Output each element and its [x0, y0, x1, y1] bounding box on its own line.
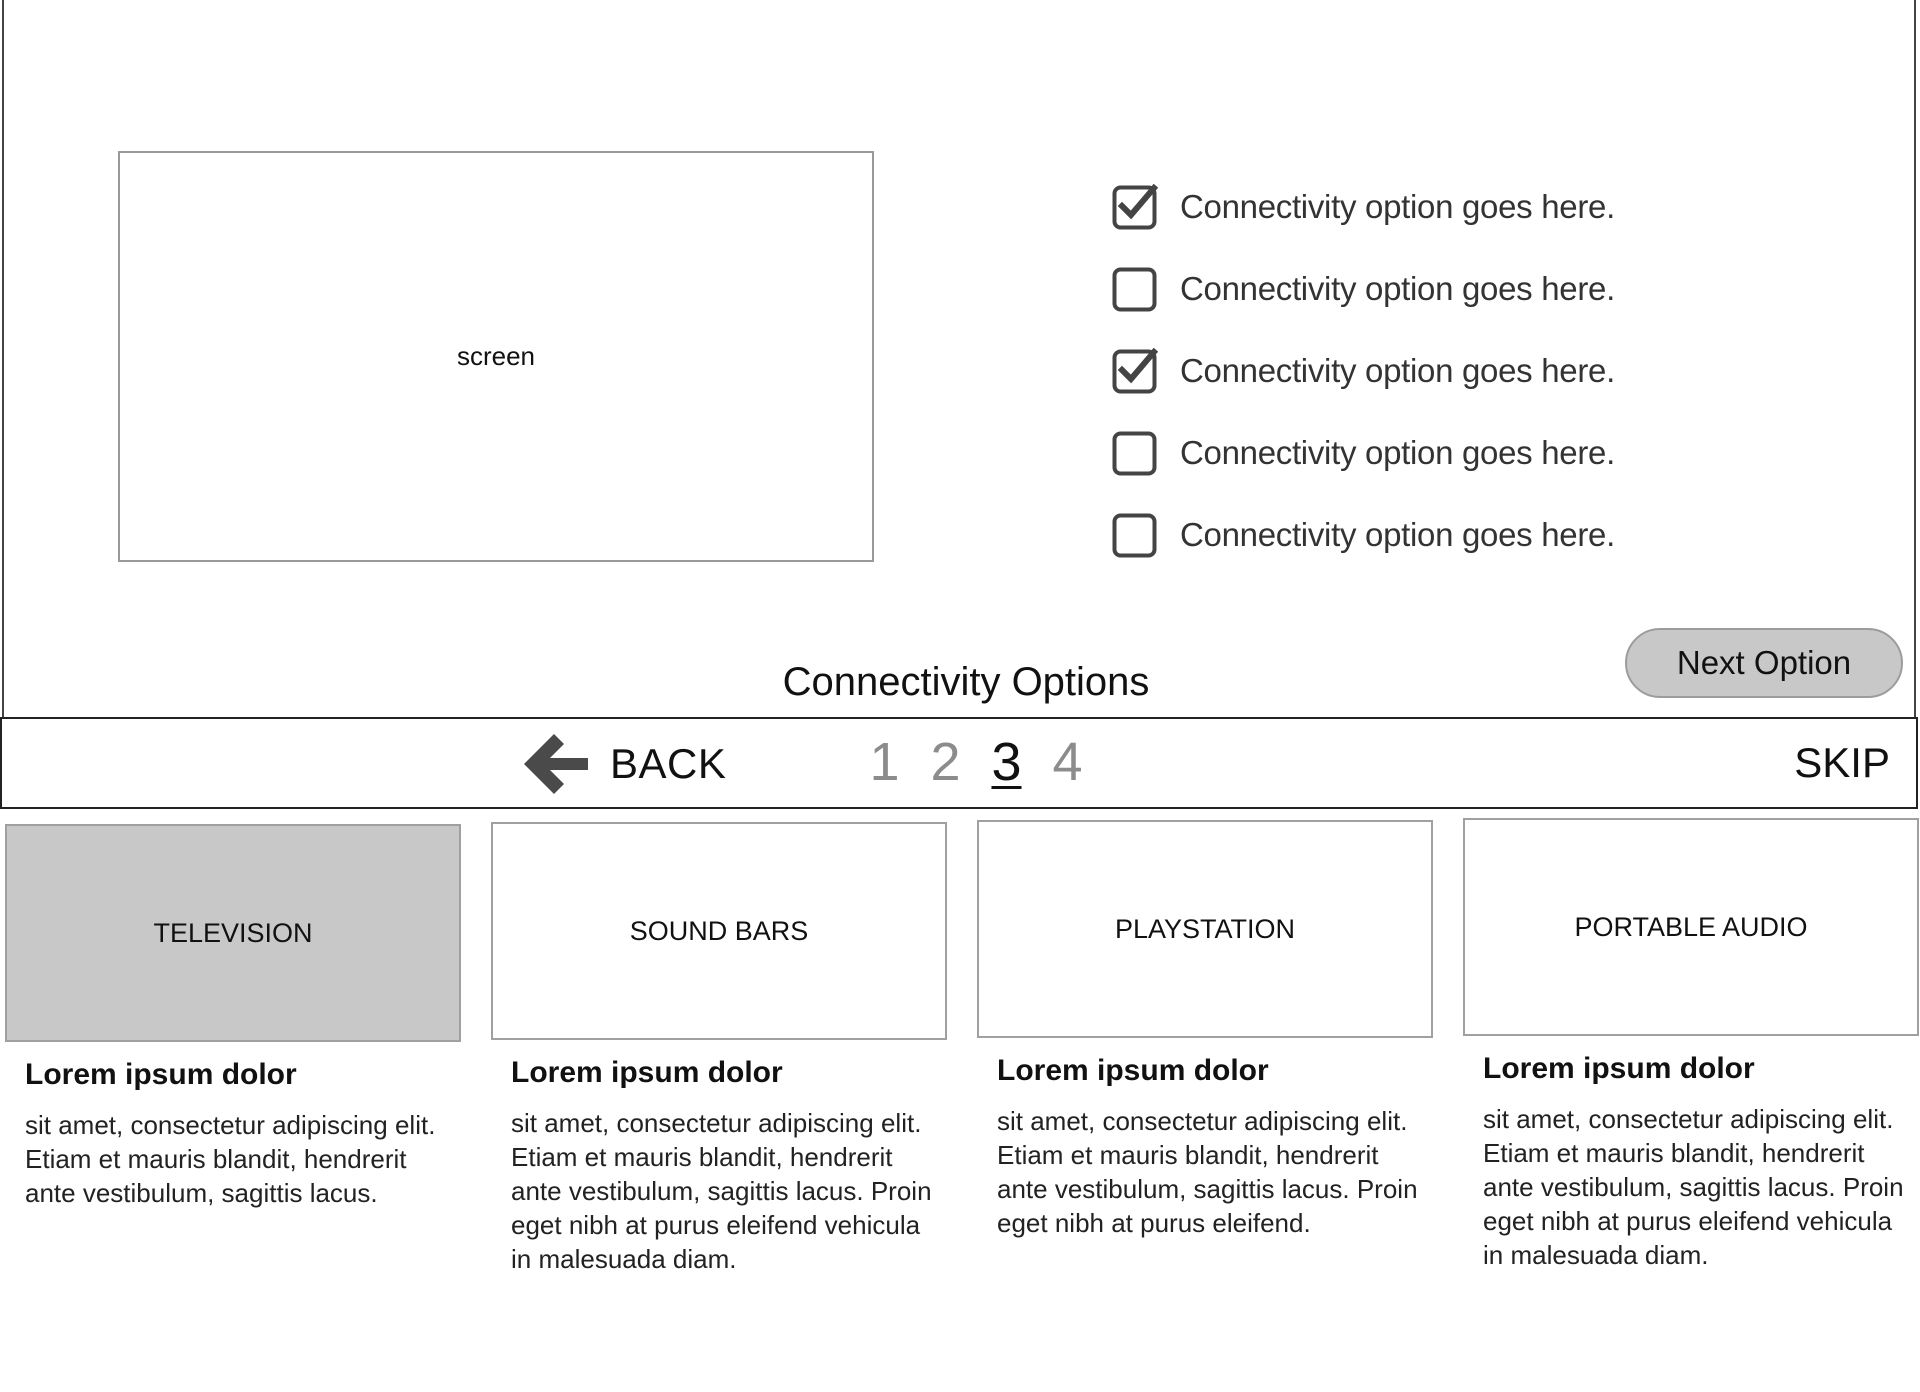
- back-button[interactable]: [520, 729, 726, 799]
- next-option-button[interactable]: Next Option: [1625, 628, 1903, 698]
- option-row-2[interactable]: [1112, 248, 1732, 330]
- category-title: PLAYSTATION: [1114, 913, 1296, 944]
- checkbox-unchecked-icon[interactable]: [1112, 266, 1158, 312]
- checkbox-unchecked-icon[interactable]: [1112, 430, 1158, 476]
- category-tile-playstation[interactable]: [977, 820, 1433, 1038]
- category-card-playstation: [977, 820, 1433, 1240]
- screen-label: screen: [456, 341, 536, 371]
- skip-button[interactable]: SKIP: [1794, 739, 1890, 786]
- card-description: sit amet, consectetur adipiscing elit. Etiam et mauris blandit, hendrerit ante vestibulum, sagittis lacus.: [25, 1110, 436, 1208]
- checkbox-unchecked-icon[interactable]: [1112, 512, 1158, 558]
- option-label: Connectivity option goes here.: [1180, 516, 1615, 553]
- checkbox-checked-icon[interactable]: [1112, 348, 1158, 394]
- category-title: SOUND BARS: [629, 915, 809, 946]
- option-label: Connectivity option goes here.: [1180, 352, 1615, 389]
- option-row-4[interactable]: [1112, 412, 1732, 494]
- page-2[interactable]: 2: [930, 732, 961, 792]
- option-label: Connectivity option goes here.: [1180, 188, 1615, 225]
- category-card-television: [5, 824, 461, 1210]
- category-card-portable-audio: [1463, 818, 1919, 1272]
- section-title: Connectivity Options: [782, 660, 1150, 704]
- page-1[interactable]: 1: [869, 732, 900, 792]
- back-label: BACK: [610, 740, 727, 787]
- page-3-current[interactable]: 3: [991, 732, 1022, 792]
- category-card-sound-bars: [491, 822, 947, 1276]
- category-tile-television[interactable]: [5, 824, 461, 1042]
- category-tile-sound-bars[interactable]: [491, 822, 947, 1040]
- checkbox-checked-icon[interactable]: [1112, 184, 1158, 230]
- option-row-5[interactable]: [1112, 494, 1732, 576]
- arrow-left-icon: [520, 728, 592, 800]
- connectivity-options-list: [1112, 166, 1732, 576]
- card-heading: Lorem ipsum dolor: [25, 1058, 297, 1091]
- option-row-3[interactable]: [1112, 330, 1732, 412]
- card-description: sit amet, consectetur adipiscing elit. Etiam et mauris blandit, hendrerit ante vestibulum, sagittis lacus. Proin eget nibh at purus eleifend vehicula in malesuada diam.: [511, 1108, 932, 1274]
- page-indicator: [854, 727, 1098, 797]
- wizard-nav-bar: [0, 717, 1918, 809]
- card-description: sit amet, consectetur adipiscing elit. Etiam et mauris blandit, hendrerit ante vestibulum, sagittis lacus. Proin eget nibh at purus eleifend vehicula in malesuada diam.: [1483, 1104, 1904, 1270]
- top-panel: [2, 0, 1916, 718]
- category-title: PORTABLE AUDIO: [1574, 911, 1808, 942]
- card-description: sit amet, consectetur adipiscing elit. Etiam et mauris blandit, hendrerit ante vestibulum, sagittis lacus. Proin eget nibh at purus eleifend.: [997, 1106, 1418, 1238]
- card-heading: Lorem ipsum dolor: [1483, 1052, 1755, 1085]
- card-heading: Lorem ipsum dolor: [997, 1054, 1269, 1087]
- option-row-1[interactable]: [1112, 166, 1732, 248]
- page-4[interactable]: 4: [1052, 732, 1083, 792]
- option-label: Connectivity option goes here.: [1180, 434, 1615, 471]
- category-tile-portable-audio[interactable]: [1463, 818, 1919, 1036]
- screen-preview: [118, 151, 874, 562]
- category-title: TELEVISION: [153, 917, 313, 948]
- option-label: Connectivity option goes here.: [1180, 270, 1615, 307]
- card-heading: Lorem ipsum dolor: [511, 1056, 783, 1089]
